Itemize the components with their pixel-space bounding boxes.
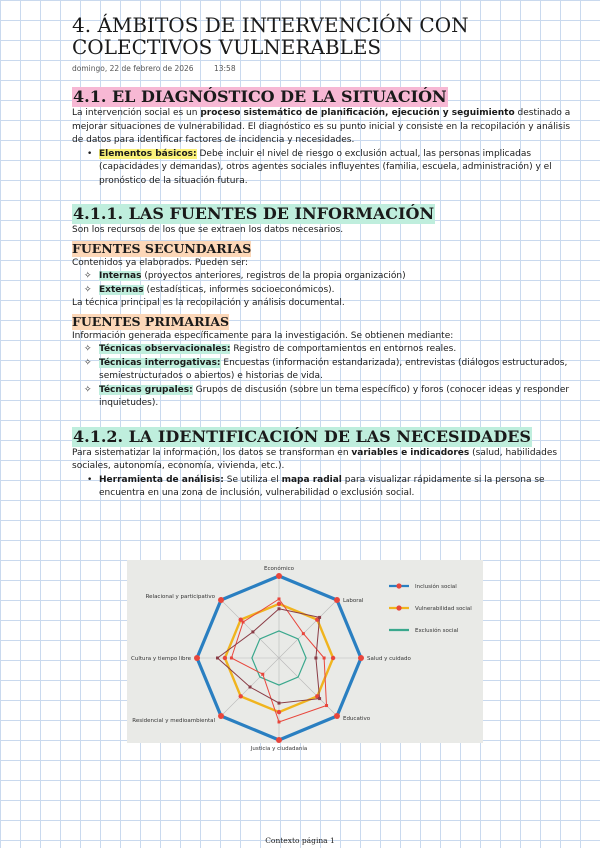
legend-marker	[396, 583, 401, 588]
radar-point	[230, 657, 233, 660]
radar-chart	[127, 560, 483, 752]
diamond-bullet-icon: ✧	[84, 284, 92, 295]
list-item: ✧ Técnicas observacionales: Registro de comportamientos en entornos reales.	[72, 343, 572, 357]
diamond-bullet-icon: ✧	[84, 384, 92, 395]
radar-point	[276, 573, 282, 579]
section-heading-4-1-2: 4.1.2. LA IDENTIFICACIÓN DE LAS NECESIDADES	[73, 426, 531, 446]
paragraph-secondary: Contenidos ya elaborados. Pueden ser:	[72, 257, 248, 268]
radar-point	[278, 720, 281, 723]
radar-point	[277, 710, 281, 714]
list-item: • Elementos básicos: Debe incluir el nivel de riesgo o exclusión actual, las personas implicadas (capacidades y demandas), otros agentes sociales influyentes (familia, escuela, administración) y el pronóstico de la situación futura.	[72, 148, 572, 189]
diamond-bullet-icon: ✧	[84, 344, 92, 354]
radar-point	[251, 630, 254, 633]
legend-label: Vulnerabilidad social	[415, 606, 472, 612]
radar-axis-label: Cultura y tiempo libre	[131, 656, 191, 662]
radar-point	[278, 702, 281, 705]
subheading-secondary: FUENTES SECUNDARIAS	[72, 240, 252, 256]
page-meta	[72, 64, 572, 73]
radar-point	[218, 713, 224, 719]
radar-point	[318, 697, 321, 700]
radar-point	[194, 655, 200, 661]
radar-axis-label: Económico	[264, 566, 294, 572]
radar-point	[278, 607, 281, 610]
section-heading-4-1: 4.1. EL DIAGNÓSTICO DE LA SITUACIÓN	[73, 87, 447, 106]
legend-label: Inclusión social	[415, 584, 457, 590]
radar-point	[323, 657, 326, 660]
radar-point	[276, 737, 282, 743]
bullet-list-4-1-2	[72, 474, 572, 501]
page-time: 13:58	[213, 64, 236, 73]
paragraph-4-1-2: Para sistematizar la información, los datos se transforman en variables e indicadores (salud, habilidades sociales, autonomía, economía, vivienda, etc.).	[72, 447, 558, 471]
radar-point	[331, 656, 335, 660]
diamond-bullet-icon: ✧	[84, 357, 92, 368]
page-footer: Contexto página 1	[265, 836, 335, 845]
paragraph-4-1: La intervención social es un proceso sistemático de planificación, ejecución y seguimiento destinado a mejorar situaciones de vulnerabilidad. El diagnóstico es su punto inicial y consiste en la recopilación y análisis de datos para identificar factores de incidencia y necesidades.	[72, 108, 571, 145]
note-page	[72, 14, 572, 501]
radar-axis-label: Educativo	[342, 715, 371, 722]
radar-point	[216, 657, 219, 660]
paragraph-secondary-outro: La técnica principal es la recopilación y análisis documental.	[72, 298, 345, 308]
radar-point	[334, 713, 340, 719]
bullet-list-4-1	[72, 148, 572, 189]
legend-marker	[396, 605, 401, 610]
list-item: ✧ Técnicas grupales: Grupos de discusión (sobre un tema específico) y foros (conocer ideas y responder inquietudes).	[84, 384, 570, 408]
radar-point	[261, 673, 264, 676]
diamond-bullet-icon: ✧	[84, 271, 92, 281]
radar-point	[277, 602, 281, 606]
radar-point	[223, 656, 227, 660]
radar-axis-label: Justicia y ciudadanía	[250, 746, 308, 752]
radar-axis-label: Relacional y participativo	[145, 594, 216, 601]
radar-axis-label: Laboral	[342, 598, 364, 605]
radar-point	[358, 655, 364, 661]
radar-point	[314, 657, 317, 660]
radar-chart-image	[127, 560, 483, 752]
radar-point	[302, 632, 305, 635]
radar-point	[278, 597, 281, 600]
list-item: ✧ Internas (proyectos anteriores, registros de la propia organización)	[72, 270, 572, 284]
list-item: • Herramienta de análisis: Se utiliza el mapa radial para visualizar rápidamente si la persona se encuentra en una zona de inclusión, vulnerabilidad o exclusión social.	[72, 474, 572, 501]
radar-point	[218, 597, 224, 603]
page-title: 4. ÁMBITOS DE INTERVENCIÓN CON COLECTIVOS VULNERABLES	[72, 13, 469, 59]
paragraph-4-1-1: Son los recursos de los que se extraen los datos necesarios.	[72, 225, 344, 235]
radar-point	[239, 694, 243, 698]
subheading-primary: FUENTES PRIMARIAS	[72, 313, 230, 329]
list-secondary	[72, 270, 572, 297]
paragraph-primary: Información generada específicamente para la investigación. Se obtienen mediante:	[72, 330, 454, 341]
list-primary	[72, 343, 572, 411]
page-date: domingo, 22 de febrero de 2026	[72, 64, 194, 73]
legend-label: Exclusión social	[415, 628, 459, 634]
radar-point	[242, 621, 245, 624]
radar-point	[318, 616, 321, 619]
radar-point	[334, 597, 340, 603]
radar-axis-label: Residencial y medioambiental	[132, 717, 216, 724]
list-item: ✧ Externas (estadísticas, informes socioeconómicos).	[72, 284, 572, 298]
radar-point	[249, 685, 252, 688]
section-heading-4-1-1: 4.1.1. LAS FUENTES DE INFORMACIÓN	[73, 204, 435, 223]
radar-series-4	[218, 609, 320, 703]
radar-point	[325, 704, 328, 707]
radar-axis-label: Salud y cuidado	[367, 656, 411, 662]
list-item: ✧ Técnicas interrogativas: Encuestas (información estandarizada), entrevistas (diálogos estructurados, semiestructurados o abiertos) e historias de vida.	[84, 357, 568, 381]
